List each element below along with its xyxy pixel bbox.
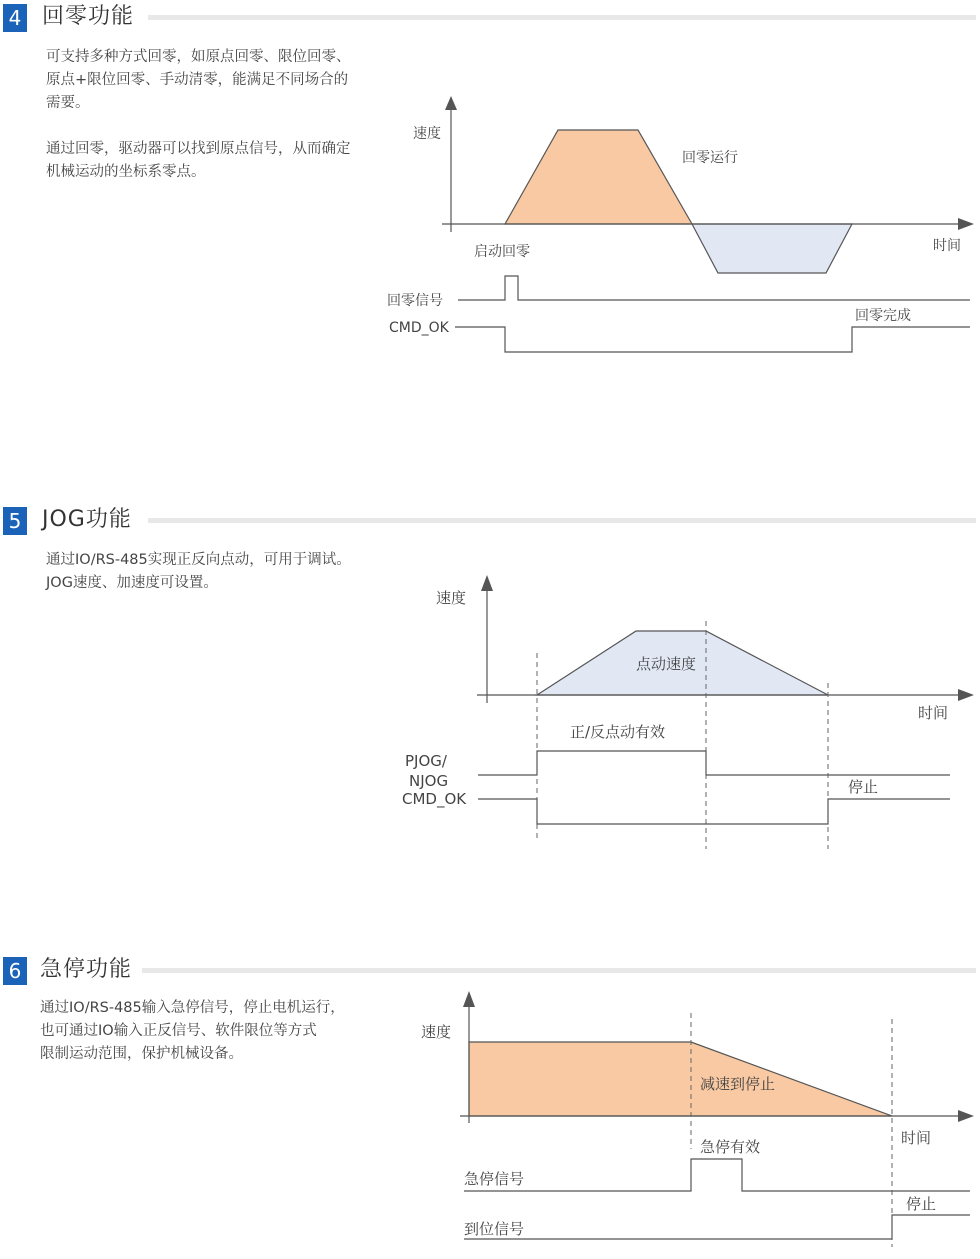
section-number-badge: 5 xyxy=(3,507,27,535)
start-homing-label: 启动回零 xyxy=(474,244,530,260)
time-axis-label: 时间 xyxy=(918,704,949,722)
section-jog xyxy=(0,503,980,883)
signal-label: CMD_OK xyxy=(389,320,449,336)
jog-signal-trace xyxy=(478,751,950,775)
description-line: 通过IO/RS-485实现正反向点动，可用于调试。 xyxy=(46,552,351,568)
section-number-badge: 6 xyxy=(3,957,27,985)
description-line: 原点+限位回零、手动清零，能满足不同场合的 xyxy=(46,72,349,88)
description-line: 也可通过IO输入正反信号、软件限位等方式 xyxy=(40,1023,317,1039)
cmd-ok-trace xyxy=(478,799,950,824)
signal-label: PJOG/ xyxy=(405,752,447,770)
time-axis-arrow xyxy=(958,218,974,230)
stop-label: 停止 xyxy=(848,778,879,796)
signal-label: 到位信号 xyxy=(464,1220,525,1238)
in-position-trace xyxy=(464,1215,970,1239)
signal-label: CMD_OK xyxy=(402,790,467,808)
cmd-ok-trace xyxy=(455,327,970,352)
description-line: 限制运动范围，保护机械设备。 xyxy=(40,1046,243,1062)
curve-label: 减速到停止 xyxy=(700,1075,776,1093)
stop-label: 停止 xyxy=(906,1195,937,1213)
estop-signal-trace xyxy=(464,1159,970,1191)
homing-done-label: 回零完成 xyxy=(855,308,911,324)
signal-label: 回零信号 xyxy=(387,293,443,309)
time-axis-label: 时间 xyxy=(901,1129,932,1147)
description-line: JOG速度、加速度可设置。 xyxy=(46,575,218,591)
homing-signal-trace xyxy=(458,276,970,300)
time-axis-label: 时间 xyxy=(933,238,961,254)
description-line: 通过回零，驱动器可以找到原点信号，从而确定 xyxy=(46,141,351,157)
velocity-axis-label: 速度 xyxy=(436,589,467,607)
section-title: 急停功能 xyxy=(40,957,133,982)
reverse-velocity-area xyxy=(692,224,852,273)
curve-label: 回零运行 xyxy=(682,150,738,166)
estop-timing-diagram xyxy=(0,953,980,1259)
signal-label: 急停信号 xyxy=(464,1170,525,1188)
forward-velocity-area xyxy=(505,130,692,224)
section-number-badge: 4 xyxy=(3,4,27,32)
time-axis-arrow xyxy=(958,689,974,701)
curve-label: 点动速度 xyxy=(636,655,697,673)
section-title: JOG功能 xyxy=(42,507,132,532)
description-line: 机械运动的坐标系零点。 xyxy=(46,164,206,180)
section-emergency-stop xyxy=(0,953,980,1259)
description-line: 可支持多种方式回零，如原点回零、限位回零、 xyxy=(46,49,351,65)
jog-active-label: 正/反点动有效 xyxy=(570,723,666,741)
homing-timing-diagram xyxy=(0,0,980,440)
time-axis-arrow xyxy=(958,1110,974,1122)
section-title: 回零功能 xyxy=(42,4,135,29)
signal-label: NJOG xyxy=(409,772,449,790)
velocity-axis-label: 速度 xyxy=(421,1023,452,1041)
jog-timing-diagram xyxy=(0,503,980,883)
description-line: 通过IO/RS-485输入急停信号，停止电机运行， xyxy=(40,1000,345,1016)
estop-active-label: 急停有效 xyxy=(700,1138,761,1156)
velocity-axis-label: 速度 xyxy=(413,126,441,142)
velocity-axis-arrow xyxy=(463,991,475,1007)
velocity-axis-arrow xyxy=(445,96,457,110)
estop-velocity-area xyxy=(469,1042,892,1116)
description-line: 需要。 xyxy=(46,95,90,111)
section-homing xyxy=(0,0,980,440)
velocity-axis-arrow xyxy=(481,575,493,591)
